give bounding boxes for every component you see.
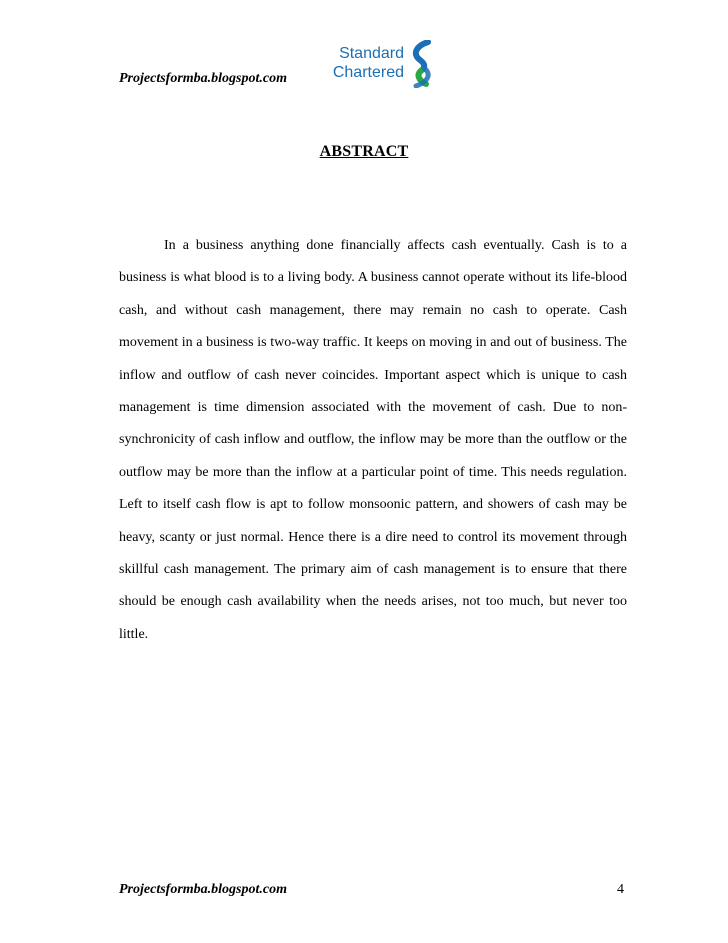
- page-number: 4: [617, 882, 624, 897]
- logo-line-standard: Standard: [339, 45, 404, 62]
- abstract-paragraph: In a business anything done financially affects cash eventually. Cash is to a business is what blood is to a living body. A business cannot operate without its life-blood cash, and without cash management, there may remain no cash to operate. Cash movement in a business is two-way traffic. It keeps on moving in and out of business. The inflow and outflow of cash never coincides. Important aspect which is unique to cash management is time dimension associated with the movement of cash. Due to non-synchronicity of cash inflow and outflow, the inflow may be more than the outflow or the outflow may be more than the inflow at a particular point of time. This needs regulation. Left to itself cash flow is apt to follow monsoonic pattern, and showers of cash may be heavy, scanty or just normal. Hence there is a dire need to control its movement through skillful cash management. The primary aim of cash management is to ensure that there should be enough cash availability when the needs arises, not too much, but never too little.: [119, 238, 627, 642]
- footer-site-url: Projectsformba.blogspot.com: [119, 882, 287, 897]
- header-site-url: Projectsformba.blogspot.com: [119, 71, 287, 86]
- page-title: ABSTRACT: [319, 143, 409, 160]
- standard-chartered-logo-icon: [406, 40, 438, 88]
- standard-chartered-logo: [320, 40, 440, 90]
- logo-wordmark: [320, 44, 404, 82]
- logo-line-chartered: Chartered: [332, 64, 404, 81]
